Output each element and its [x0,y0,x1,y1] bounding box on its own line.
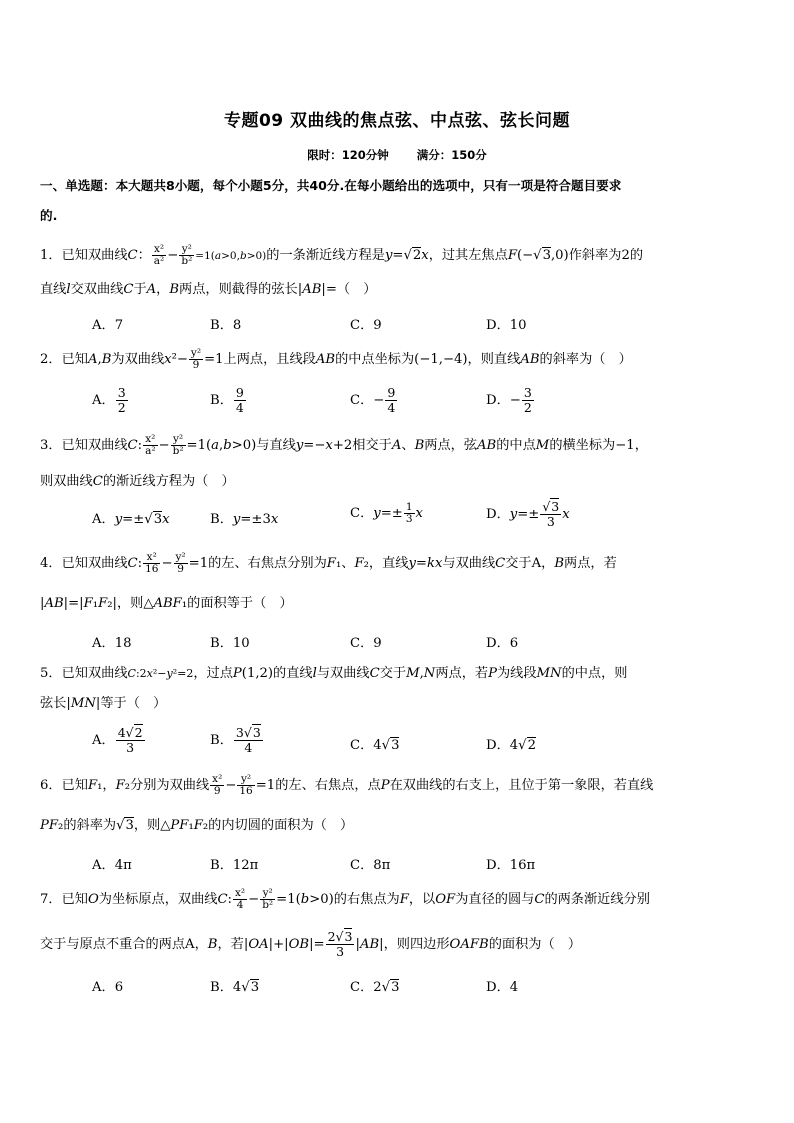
q7-option-a: A．6 [92,980,124,995]
q1-option-d: D．10 [486,318,527,333]
question-7-line-1: 7．已知O为坐标原点，双曲线C: $\frac{\text{x²}}{4}$ − $\frac{\text{y²}}{\text{b²}}$ =1(b>0)的右焦点为F，以OF为直径的圆与C的两条渐近线分别 [40,887,650,911]
question-5-line-2: 弦长|MN|等于（ ） [40,696,167,711]
q6-option-b: B．12π [210,858,259,873]
q4-option-a: A．18 [92,636,132,651]
question-6-line-2: PF₂的斜率为√3，则△PF₁F₂的内切圆的面积为（ ） [40,818,354,833]
q3-option-a: A．y=±√3x [92,512,170,527]
question-3-line-1: 3．已知双曲线C: $\frac{\text{x²}}{\text{a²}}$ − $\frac{\text{y²}}{\text{b²}}$ =1(a,b>0)与直线y=−x+2相交于A、B两点，弦AB的中点M的横坐标为−1， [40,433,648,457]
q3-option-d: D．y=± $\frac{√3}{3}$ x [486,499,570,529]
q6-option-d: D．16π [486,858,536,873]
q4-option-b: B．10 [210,636,250,651]
q5-option-a: A． $\frac{4√2}{3}$ [92,725,143,755]
question-2-line-1: 2．已知A,B为双曲线x²− $\frac{\text{y²}}{9}$ =1上两点，且线段AB的中点坐标为(−1,−4)，则直线AB的斜率为（ ） [40,347,632,371]
q2-option-b: B． $\frac{9}{4}$ [210,385,244,415]
question-1-line-2: 直线l交双曲线C于A，B两点，则截得的弦长|AB|=（ ） [40,282,377,297]
q6-option-a: A．4π [92,858,132,873]
question-4-line-1: 4．已知双曲线C: $\frac{\text{x²}}{16}$ − $\frac{\text{y²}}{9}$ =1的左、右焦点分别为F₁、F₂，直线y=kx与双曲线C交于A，B两点，若 [40,551,617,575]
q1-option-a: A．7 [92,318,124,333]
q7-option-d: D．4 [486,980,519,995]
q2-option-a: A． $\frac{3}{2}$ [92,385,126,415]
subtitle [0,147,794,163]
q7-option-b: B．4√3 [210,980,260,995]
section-heading: 一、单选题：本大题共8小题，每个小题5分，共40分.在每小题给出的选项中，只有一项是符合题目要求 [40,178,622,193]
q4-option-d: D．6 [486,636,519,651]
question-7-line-2: 交于与原点不重合的两点A，B，若|OA|+|OB|= $\frac{2√3}{3}$ |AB|，则四边形OAFB的面积为（ ） [40,929,582,959]
question-1-line-1: 1．已知双曲线C： $\frac{\text{x²}}{\text{a²}}$ − $\frac{\text{y²}}{\text{b²}}$ =1(a>0,b>0)的一条渐近线方程是y=√2x，过其左焦点F(−√3,0)作斜率为2的 [40,243,644,267]
time-limit: 限时：120分钟 [307,148,389,162]
q4-option-c: C．9 [350,636,382,651]
section-heading-cont: 的. [40,208,58,223]
q5-option-b: B． $\frac{3√3}{4}$ [210,725,261,755]
q1-option-b: B．8 [210,318,242,333]
question-5-line-1: 5．已知双曲线C:2x²−y²=2，过点P(1,2)的直线l与双曲线C交于M,N两点，若P为线段MN的中点，则 [40,666,628,681]
q3-option-c: C．y=± $\frac{1}{3}$ x [350,501,423,525]
q5-option-c: C．4√3 [350,738,400,753]
q1-option-c: C．9 [350,318,382,333]
q2-option-d: D．− $\frac{3}{2}$ [486,385,532,415]
q5-option-d: D．4√2 [486,738,536,753]
page-title: 专题09 双曲线的焦点弦、中点弦、弦长问题 [223,111,571,131]
q3-option-b: B．y=±3x [210,512,279,527]
question-3-line-2: 则双曲线C的渐近线方程为（ ） [40,474,235,489]
q7-option-c: C．2√3 [350,980,400,995]
question-4-line-2: |AB|=|F₁F₂|，则△ABF₁的面积等于（ ） [40,596,293,611]
q6-option-c: C．8π [350,858,391,873]
full-score: 满分：150分 [416,148,487,162]
question-6-line-1: 6．已知F₁，F₂分别为双曲线 $\frac{\text{x²}}{9}$ − $\frac{\text{y²}}{16}$ =1的左、右焦点，点P在双曲线的右支上，且位于第一象限，若直线 [40,773,654,797]
q2-option-c: C．− $\frac{9}{4}$ [350,385,396,415]
